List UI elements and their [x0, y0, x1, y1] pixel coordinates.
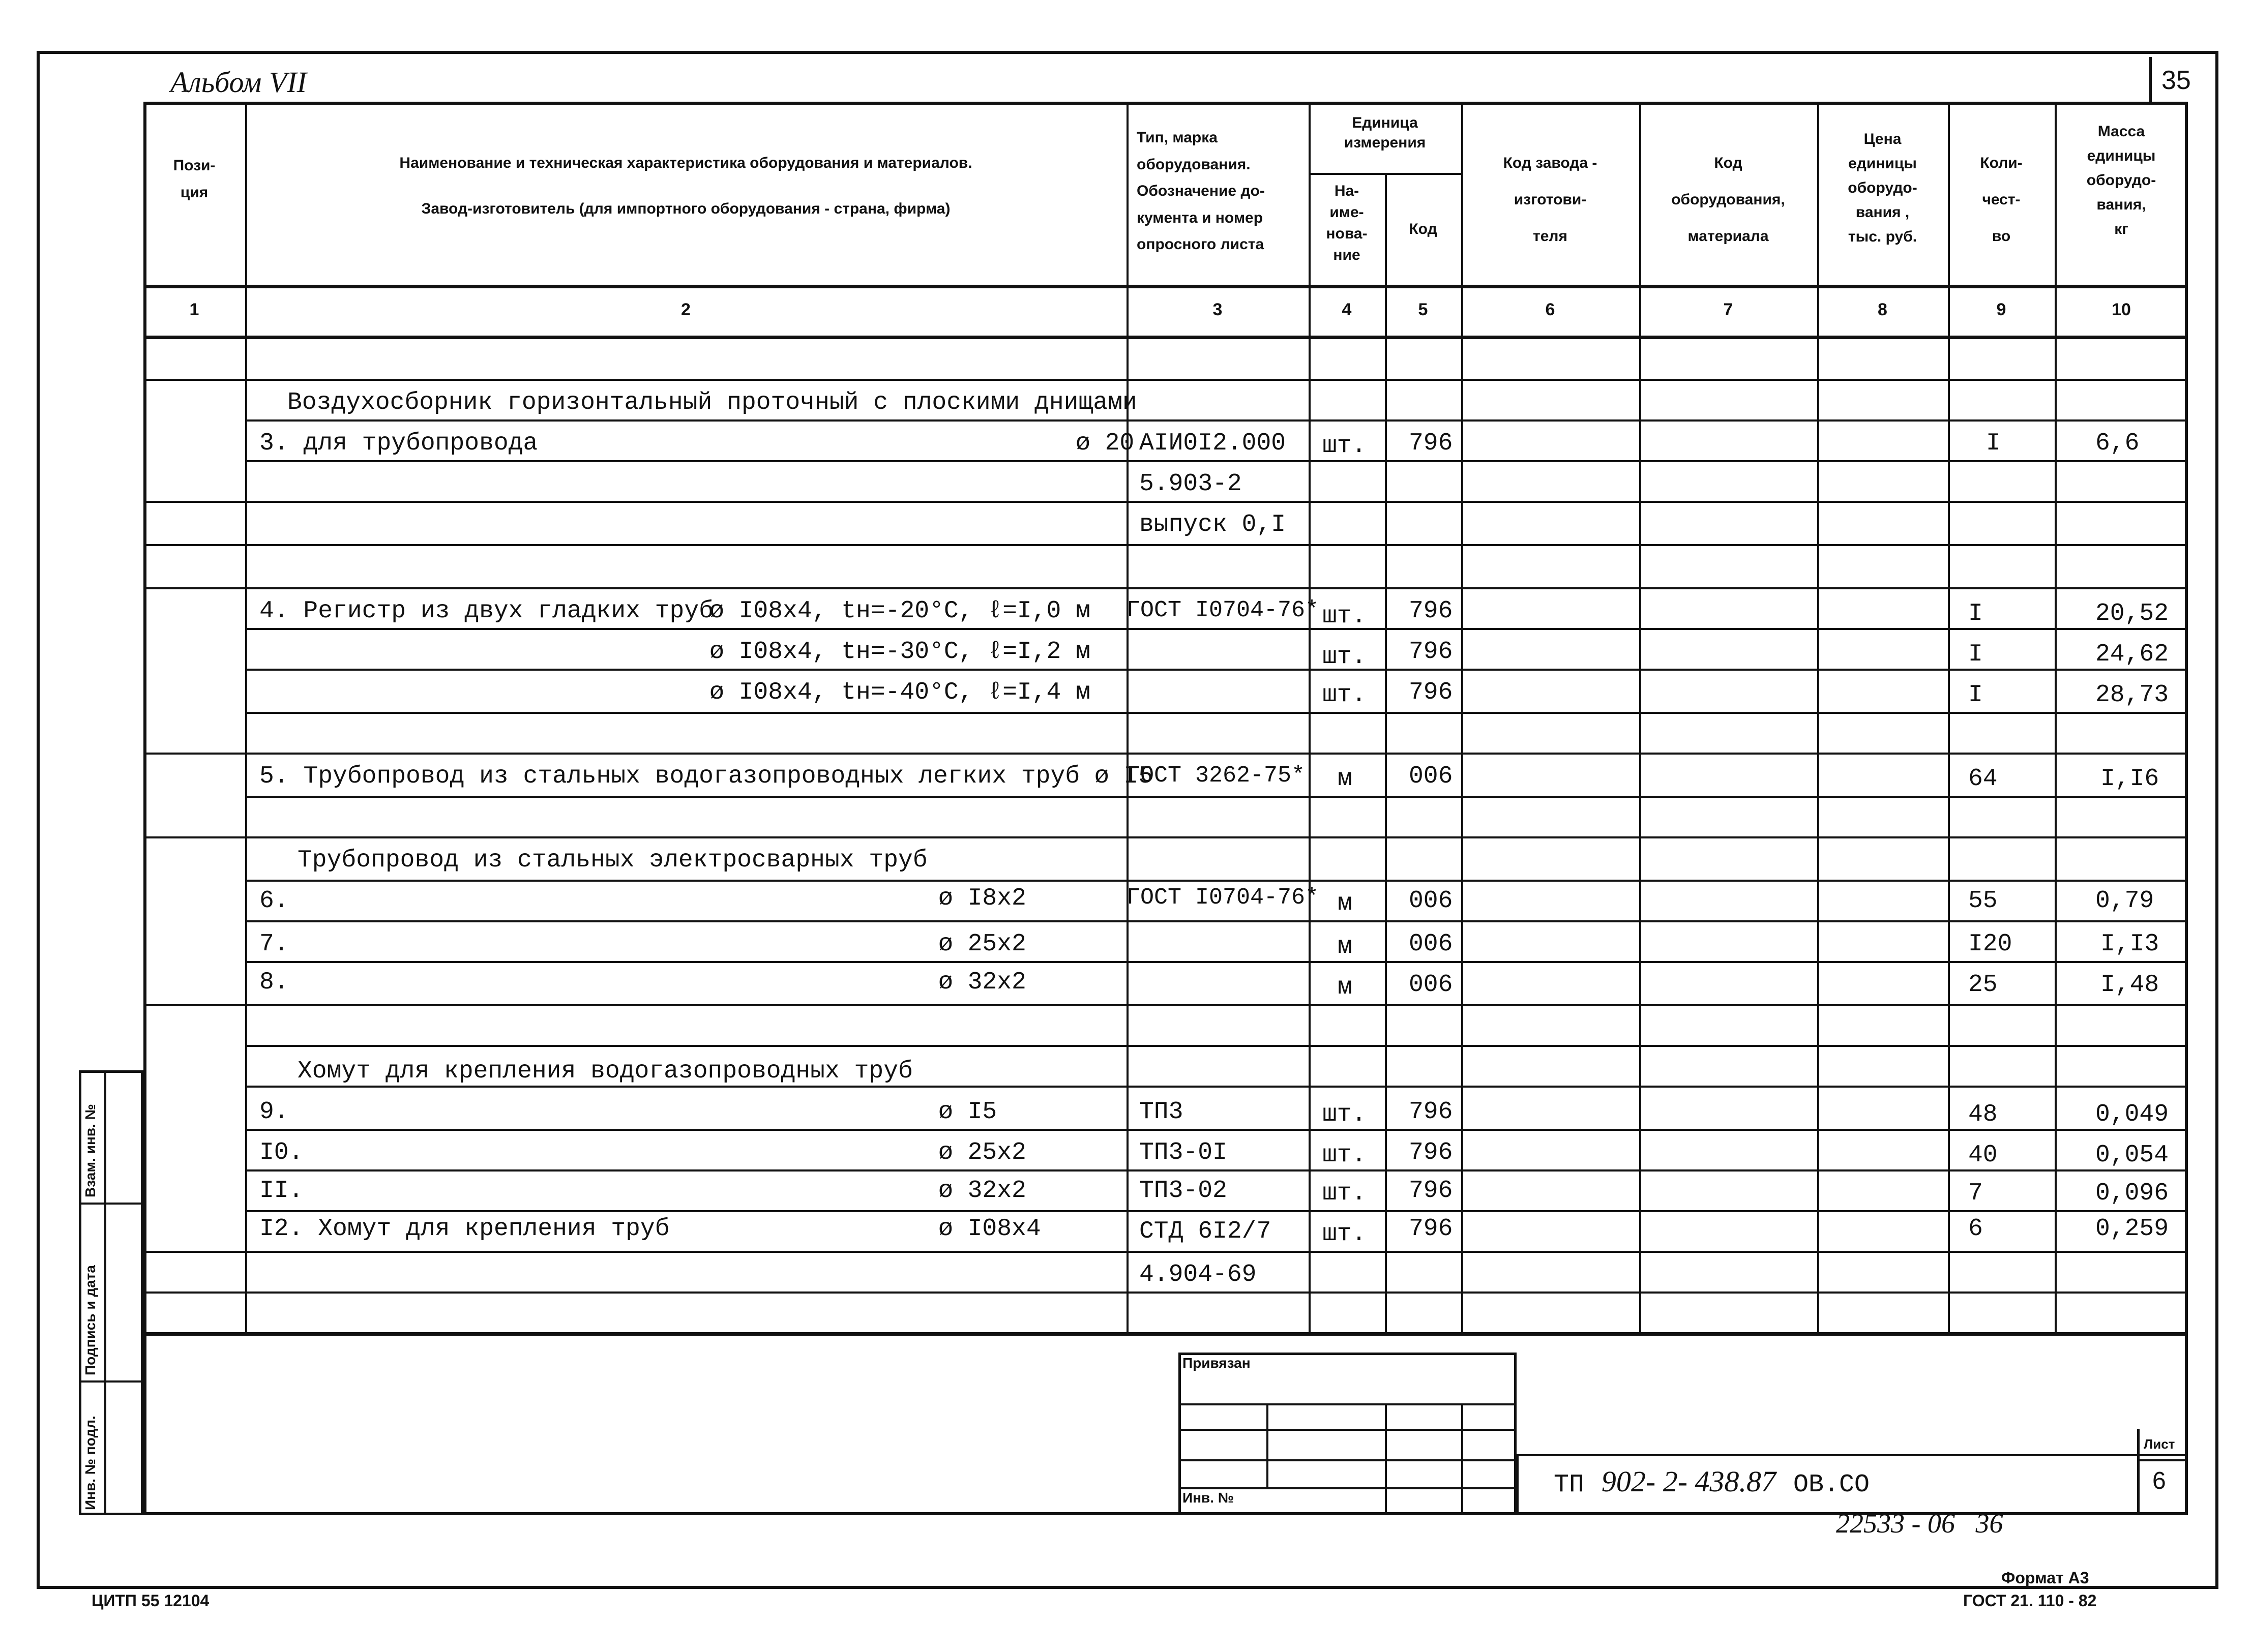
- row-line: [143, 1004, 2188, 1006]
- item-name: 5. Трубопровод из стальных водогазопроводных легких труб ø I5: [259, 763, 1153, 790]
- item-quantity: 7: [1968, 1180, 1983, 1207]
- item-mass: I,I6: [2100, 765, 2159, 793]
- header-equipment-code: Код оборудования, материала: [1671, 155, 1785, 245]
- item-unit: шт.: [1322, 432, 1367, 460]
- item-quantity: I20: [1968, 930, 2012, 958]
- col-number: 5: [1418, 300, 1428, 319]
- header-mass: Масса единицы оборудо- вания, кг: [2086, 123, 2156, 237]
- row-line: [245, 920, 2188, 922]
- item-number: II.: [259, 1177, 304, 1205]
- item-unit-code: 796: [1409, 679, 1453, 706]
- item-mass: 0,049: [2095, 1101, 2169, 1128]
- side-strip-line: [79, 1380, 143, 1383]
- item-group-title: Хомут для крепления водогазопроводных труб: [298, 1058, 913, 1085]
- stamp-line: [1178, 1429, 1517, 1431]
- col-number: 8: [1878, 300, 1887, 319]
- row-line: [143, 753, 2188, 755]
- item-unit-code: 796: [1409, 430, 1453, 457]
- col-line: [1309, 102, 1311, 1332]
- col-line: [2055, 102, 2057, 1332]
- col-number: 4: [1342, 300, 1352, 319]
- item-quantity: I: [1968, 681, 1983, 709]
- item-diameter: ø 32x2: [938, 969, 1026, 996]
- sheet-number: 6: [2152, 1467, 2166, 1494]
- header-factory-code: Код завода - изготови- теля: [1503, 155, 1597, 245]
- header-type: Тип, марка оборудования. Обозначение до- кумента и номер опросного листа: [1137, 129, 1265, 253]
- item-diameter: ø 25x2: [938, 930, 1026, 958]
- col-number: 9: [1996, 300, 2006, 319]
- item-spec: ø I08x4, tн=-30°C, ℓ=I,2 м: [709, 638, 1090, 666]
- item-mass: 28,73: [2095, 681, 2169, 709]
- header-quantity: Коли- чест- во: [1980, 155, 2023, 245]
- header-line: [143, 285, 2188, 288]
- item-type: выпуск 0,I: [1139, 511, 1286, 538]
- side-label-podpis: Подпись и дата: [82, 1265, 98, 1375]
- item-quantity: 25: [1968, 971, 1998, 999]
- row-line: [143, 836, 2188, 838]
- header-price: Цена единицы оборудо- вания , тыс. руб.: [1848, 131, 1917, 245]
- item-unit-code: 796: [1409, 638, 1453, 666]
- col-line: [1461, 102, 1463, 1332]
- item-unit: шт.: [1322, 1180, 1367, 1207]
- item-name: I2. Хомут для крепления труб: [259, 1215, 670, 1243]
- item-mass: I,I3: [2100, 930, 2159, 958]
- item-quantity: I: [1968, 600, 1983, 627]
- item-diameter: ø 25x2: [938, 1139, 1026, 1166]
- item-type: ГОСТ I0704-76*: [1127, 885, 1319, 911]
- side-label-inv-podl: Инв. № подл.: [82, 1416, 98, 1510]
- row-line: [245, 628, 2188, 630]
- col-number: 1: [189, 300, 199, 319]
- item-quantity: I: [1968, 641, 1983, 668]
- item-unit: шт.: [1322, 643, 1367, 671]
- header-position: Пози- ция: [173, 157, 216, 201]
- item-unit: шт.: [1322, 1101, 1367, 1128]
- item-spec: ø I08x4, tн=-20°C, ℓ=I,0 м: [709, 597, 1090, 625]
- item-quantity: 40: [1968, 1142, 1998, 1169]
- item-unit: шт.: [1322, 1220, 1367, 1248]
- item-unit-code: 796: [1409, 1098, 1453, 1126]
- row-line: [245, 1210, 2188, 1212]
- stamp-line: [1178, 1487, 1517, 1489]
- row-line: [245, 669, 2188, 671]
- item-mass: 0,259: [2095, 1215, 2169, 1243]
- item-mass: 0,096: [2095, 1180, 2169, 1207]
- page-number: 35: [2161, 66, 2191, 95]
- doc-code: [1554, 1464, 1870, 1499]
- item-diameter: ø I8x2: [938, 885, 1026, 912]
- col-line: [1948, 102, 1950, 1332]
- item-spec: ø I08x4, tн=-40°C, ℓ=I,4 м: [709, 679, 1090, 706]
- row-line: [245, 880, 2188, 882]
- item-quantity: 48: [1968, 1101, 1998, 1128]
- item-mass: 0,054: [2095, 1142, 2169, 1169]
- item-unit-code: 006: [1409, 971, 1453, 999]
- item-diameter: ø 32x2: [938, 1177, 1026, 1205]
- item-unit-code: 006: [1409, 887, 1453, 915]
- item-unit-code: 796: [1409, 597, 1453, 625]
- item-number: 7.: [259, 930, 289, 958]
- item-type: ТП3-0I: [1139, 1139, 1227, 1166]
- row-line: [245, 460, 2188, 462]
- header-unit-code: Код: [1409, 221, 1437, 237]
- item-diameter: ø I08x4: [938, 1215, 1041, 1243]
- item-unit-code: 796: [1409, 1215, 1453, 1243]
- item-unit: м: [1338, 765, 1352, 793]
- item-name: 3. для трубопровода: [259, 430, 538, 457]
- table-bottom-line: [143, 1332, 2188, 1336]
- item-quantity: 55: [1968, 887, 1998, 915]
- col-numbers-line: [143, 336, 2188, 339]
- item-unit-code: 006: [1409, 763, 1453, 790]
- col-line: [1817, 102, 1819, 1332]
- item-group-title: Воздухосборник горизонтальный проточный с плоскими днищами: [287, 389, 1137, 416]
- item-type: ТП3-02: [1139, 1177, 1227, 1205]
- row-line: [143, 544, 2188, 546]
- row-line: [143, 1291, 2188, 1294]
- item-type: 4.904-69: [1139, 1261, 1257, 1288]
- item-type: ГОСТ 3262-75*: [1127, 763, 1306, 789]
- item-group-title: Трубопровод из стальных электросварных труб: [298, 847, 928, 874]
- item-number: I0.: [259, 1139, 304, 1166]
- item-number: 9.: [259, 1098, 289, 1126]
- col-number: 2: [681, 300, 691, 319]
- col-line: [245, 102, 247, 1332]
- item-unit: шт.: [1322, 603, 1367, 630]
- item-quantity: 64: [1968, 765, 1998, 793]
- stamp-line: [1517, 1454, 2188, 1456]
- item-mass: 6,6: [2095, 430, 2140, 457]
- item-mass: 20,52: [2095, 600, 2169, 627]
- item-unit-code: 796: [1409, 1177, 1453, 1205]
- item-mass: I,48: [2100, 971, 2159, 999]
- side-strip-line: [79, 1203, 143, 1205]
- doc-code-number: 902- 2- 438.87: [1601, 1465, 1776, 1498]
- stamp-privyazan-label: Привязан: [1182, 1355, 1251, 1371]
- col-line: [1127, 102, 1129, 1332]
- stamp-inv-label: Инв. №: [1182, 1490, 1234, 1506]
- album-title: Альбом VII: [170, 66, 307, 99]
- header-unit: Единица измерения: [1344, 114, 1426, 151]
- row-line: [143, 1251, 2188, 1253]
- row-line: [245, 1045, 2188, 1047]
- item-unit: м: [1338, 974, 1352, 1001]
- item-quantity: I: [1986, 430, 2001, 457]
- item-number: 8.: [259, 969, 289, 996]
- row-line: [245, 796, 2188, 798]
- side-strip-divider: [104, 1070, 106, 1515]
- item-type: ТП3: [1139, 1098, 1183, 1126]
- archive-number: 22533 - 06 36: [1836, 1508, 2003, 1539]
- row-line: [245, 961, 2188, 963]
- row-line: [245, 419, 2188, 422]
- footer-gost: ГОСТ 21. 110 - 82: [1963, 1591, 2097, 1610]
- item-name: 4. Регистр из двух гладких труб: [259, 597, 714, 625]
- stamp-line: [1385, 1403, 1387, 1515]
- item-diameter: ø I5: [938, 1098, 997, 1126]
- side-label-vzam: Взам. инв. №: [82, 1104, 98, 1197]
- item-type: ГОСТ I0704-76*: [1127, 597, 1319, 623]
- item-diameter: ø 20: [1076, 430, 1135, 457]
- stamp-line: [1461, 1403, 1463, 1515]
- item-type: СТД 6I2/7: [1139, 1218, 1271, 1245]
- row-line: [143, 379, 2188, 381]
- footer-left: ЦИТП 55 12104: [92, 1591, 210, 1610]
- item-type: 5.903-2: [1139, 470, 1242, 498]
- header-unit-name: На- име- нова- ние: [1326, 183, 1368, 263]
- header-name-line2: Завод-изготовитель (для импортного оборудования - страна, фирма): [421, 200, 951, 217]
- row-line: [245, 1086, 2188, 1088]
- sheet-label: Лист: [2144, 1436, 2175, 1452]
- stamp-line: [1266, 1403, 1268, 1487]
- stamp-line: [1178, 1459, 1517, 1461]
- item-unit: шт.: [1322, 681, 1367, 709]
- item-unit: м: [1338, 890, 1352, 917]
- item-unit: м: [1338, 933, 1352, 960]
- row-line: [245, 712, 2188, 714]
- item-unit-code: 796: [1409, 1139, 1453, 1166]
- doc-code-prefix: ТП: [1554, 1470, 1585, 1499]
- col-number: 3: [1212, 300, 1223, 319]
- item-unit-code: 006: [1409, 930, 1453, 958]
- item-unit: шт.: [1322, 1142, 1367, 1169]
- row-line: [245, 1129, 2188, 1131]
- sheet-box-line: [2137, 1459, 2188, 1461]
- item-mass: 24,62: [2095, 641, 2169, 668]
- col-number: 7: [1723, 300, 1733, 319]
- col-line: [1639, 102, 1641, 1332]
- header-name-line1: Наименование и техническая характеристика оборудования и материалов.: [399, 155, 972, 171]
- item-type: AIИ0I2.000: [1139, 430, 1286, 457]
- item-quantity: 6: [1968, 1215, 1983, 1243]
- row-line: [143, 587, 2188, 589]
- row-line: [245, 1169, 2188, 1172]
- item-mass: 0,79: [2095, 887, 2154, 915]
- col-number: 10: [2112, 300, 2131, 319]
- stamp-line: [1178, 1403, 1517, 1405]
- row-line: [143, 501, 2188, 503]
- col-number: 6: [1545, 300, 1555, 319]
- stamp-line: [1517, 1454, 1519, 1515]
- item-number: 6.: [259, 887, 289, 915]
- doc-code-suffix: ОВ.СО: [1793, 1470, 1870, 1499]
- footer-format: Формат А3: [2001, 1569, 2089, 1587]
